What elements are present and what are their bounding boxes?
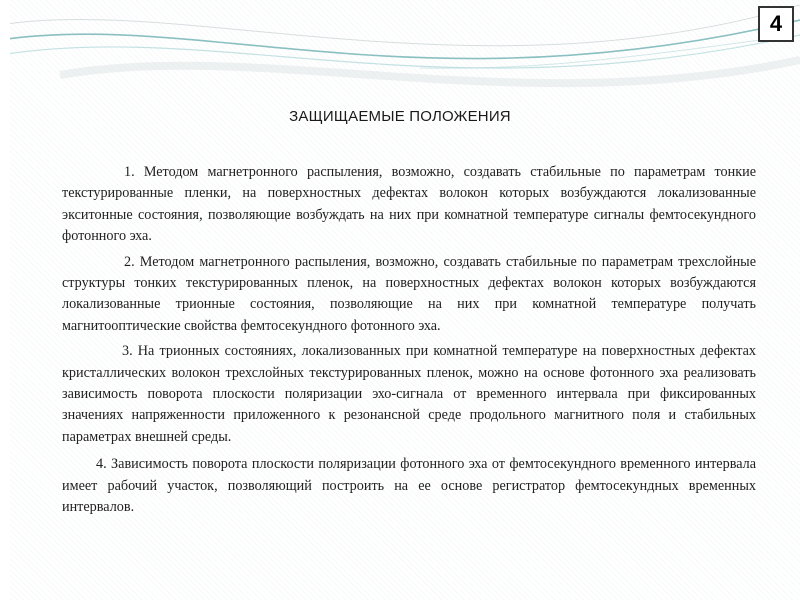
swoosh-curve-2 bbox=[0, 35, 800, 68]
paragraph-4: 4. Зависимость поворота плоскости поляризации фотонного эха от фемтосекундного временного интервала имеет рабочий участок, позволяющий построить на ее основе регистратор фемтосекундных временных интервалов. bbox=[62, 456, 756, 516]
swoosh-curve-4 bbox=[60, 60, 800, 83]
left-border bbox=[0, 0, 10, 600]
decorative-swoosh bbox=[0, 0, 800, 120]
swoosh-curve-3 bbox=[0, 5, 800, 46]
paragraph-3: 3. На трионных состояниях, локализованных при комнатной температуре на поверхностных дефектах кристаллических волокон трехслойных текстурированных пленок, можно на основе фотонного эха реализовать зависимость поворота плоскости поляризации эхо-сигнала от временного интервала при фиксированных значениях напряженности приложенного к резонансной среде продольного магнитного поля и стабильных параметрах внешней среды. bbox=[62, 343, 756, 445]
swoosh-curve-1 bbox=[0, 20, 800, 59]
slide-number-badge: 4 bbox=[758, 6, 794, 42]
paragraph-2: 2. Методом магнетронного распыления, возможно, создавать стабильные по параметрам трехслойные структуры тонких текстурированных пленок, на поверхностных дефектах волокон которых возбуждаются локализованные трионные состояния, позволяющие на них при комнатной температуре получать магнитооптические свойства фемтосекундного фотонного эха. bbox=[62, 253, 756, 334]
paragraph-1: 1. Методом магнетронного распыления, возможно, создавать стабильные по параметрам тонкие текстурированные пленки, на поверхностных дефектах волокон которых возбуждаются локализованные экситонные состояния, позволяющие возбуждать на них при комнатной температуре сигналы фемтосекундного фотонного эха. bbox=[62, 164, 756, 245]
page-title: ЗАЩИЩАЕМЫЕ ПОЛОЖЕНИЯ bbox=[289, 108, 511, 125]
content-body bbox=[62, 162, 756, 523]
